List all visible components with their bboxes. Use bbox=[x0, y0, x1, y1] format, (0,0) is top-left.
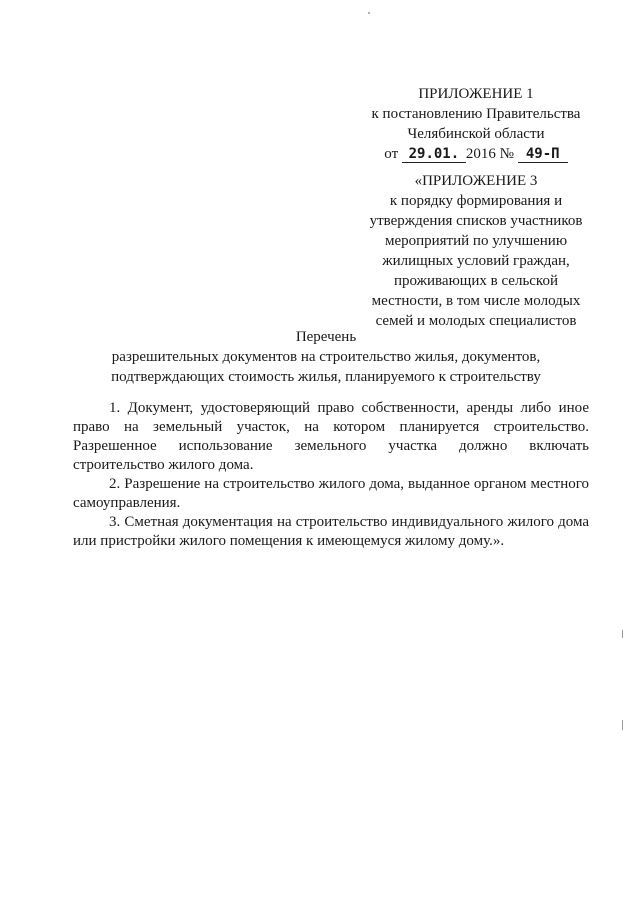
date-prefix: от bbox=[384, 146, 399, 162]
appendix-1-date-line bbox=[360, 144, 592, 164]
title-subtitle-line: разрешительных документов на строительство жилья, документов, bbox=[111, 349, 541, 365]
handwritten-number: 49-П bbox=[518, 146, 568, 163]
appendix-3-header bbox=[360, 171, 592, 331]
document-list bbox=[73, 399, 589, 551]
handwritten-date: 29.01. bbox=[402, 146, 466, 163]
scan-artifact bbox=[368, 12, 370, 14]
appendix-3-line: проживающих в сельской bbox=[394, 273, 558, 289]
appendix-1-region-line: Челябинской области bbox=[407, 126, 545, 142]
scan-artifact bbox=[622, 720, 623, 730]
appendix-1-header bbox=[360, 84, 592, 164]
appendix-3-line: семей и молодых специалистов bbox=[375, 313, 577, 329]
document-title bbox=[90, 327, 562, 387]
appendix-3-line: «ПРИЛОЖЕНИЕ 3 bbox=[414, 173, 538, 189]
appendix-3-line: местности, в том числе молодых bbox=[371, 293, 581, 309]
appendix-3-line: к порядку формирования и bbox=[389, 193, 563, 209]
list-item: 2. Разрешение на строительство жилого дома, выданное органом местного самоуправления. bbox=[73, 476, 589, 511]
title-subtitle-line: подтверждающих стоимость жилья, планируемого к строительству bbox=[111, 369, 541, 385]
appendix-1-title: ПРИЛОЖЕНИЕ 1 bbox=[418, 86, 534, 102]
appendix-3-line: утверждения списков участников bbox=[369, 213, 583, 229]
list-item: 3. Сметная документация на строительство индивидуального жилого дома или пристройки жилого помещения к имеющемуся жилому дому.». bbox=[73, 514, 589, 549]
appendix-3-line: мероприятий по улучшению bbox=[384, 233, 568, 249]
title-heading: Перечень bbox=[295, 329, 357, 345]
list-item: 1. Документ, удостоверяющий право собственности, аренды либо иное право на земельный участок, на котором планируется строительство. Разрешенное использование земельного участка должно включать строительство жилого дома. bbox=[73, 400, 589, 473]
scan-artifact bbox=[622, 630, 623, 638]
appendix-3-line: жилищных условий граждан, bbox=[382, 253, 570, 269]
number-prefix: № bbox=[499, 146, 514, 162]
appendix-1-decree-line: к постановлению Правительства bbox=[371, 106, 581, 122]
date-year: 2016 bbox=[465, 146, 496, 162]
